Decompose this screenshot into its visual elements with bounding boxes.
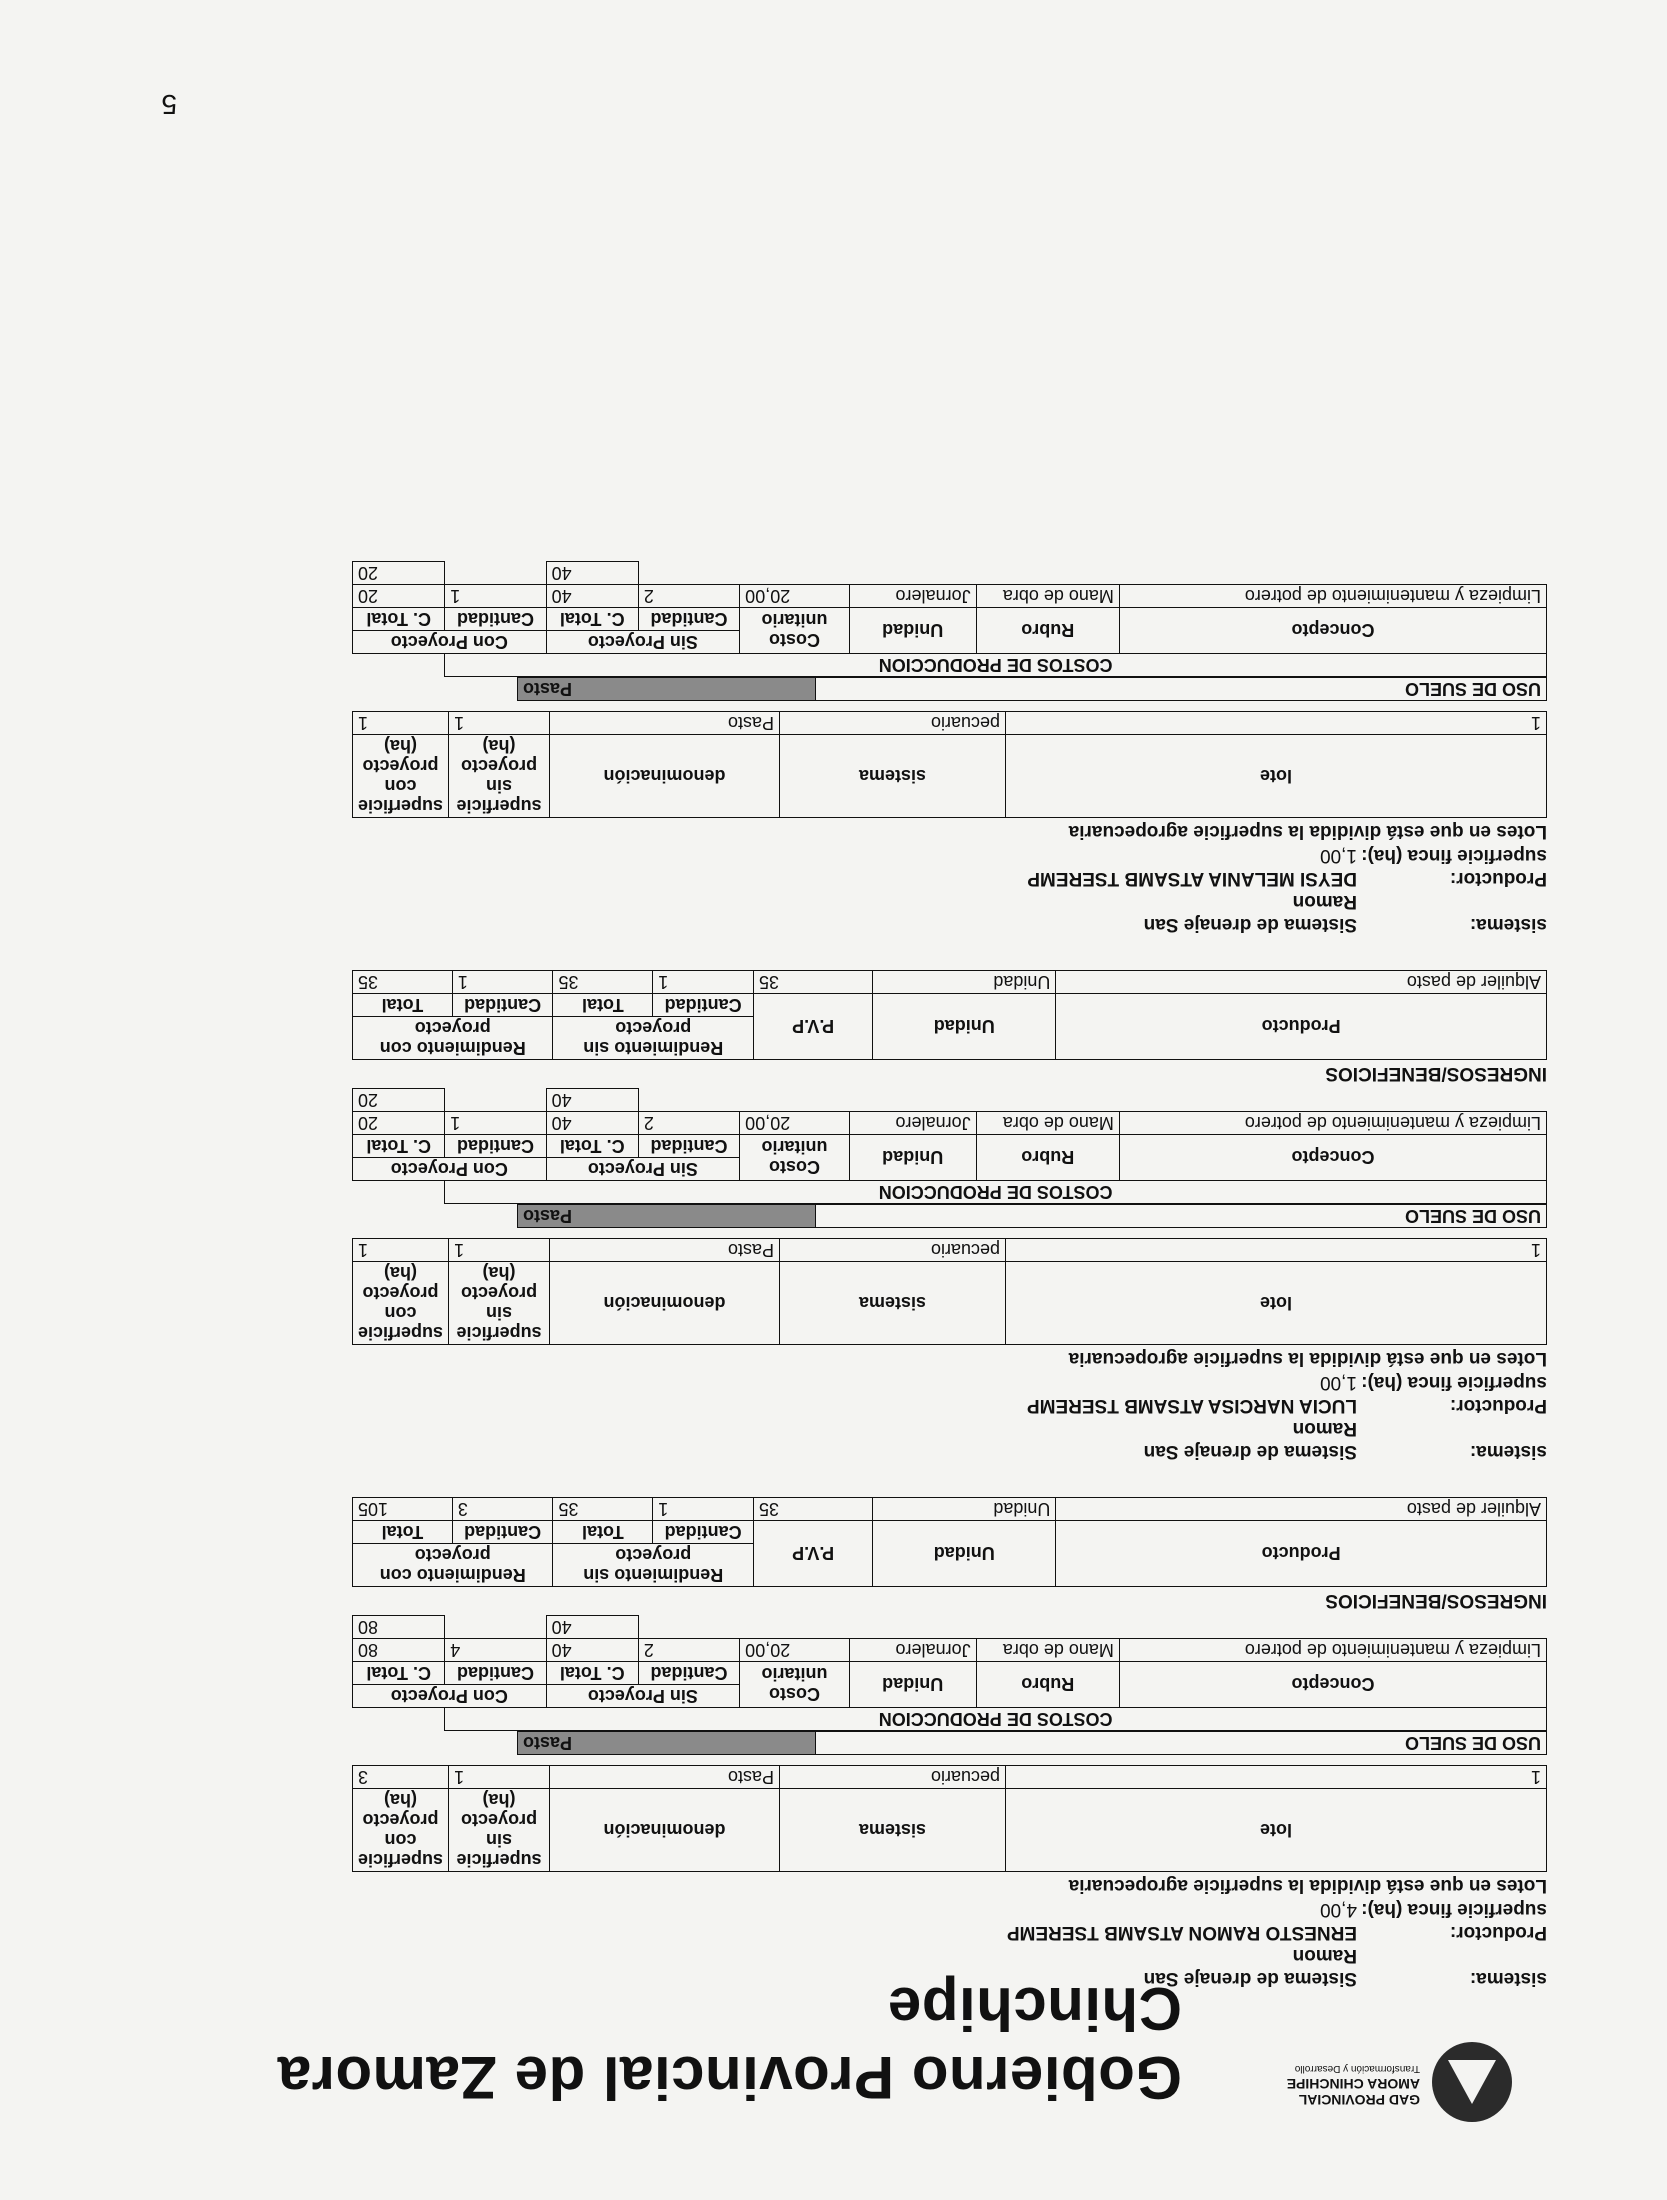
th-total-con: C. Total — [353, 608, 445, 631]
superficie-label: superficie finca (ha): — [1361, 845, 1547, 866]
th-rubro: Rubro — [976, 1135, 1119, 1181]
lotes-table — [352, 711, 1547, 818]
cell-unidad: Jornalero — [849, 1639, 976, 1662]
lotes-title: Lotes en que está dividida la superficie agropecuaria — [1068, 821, 1547, 842]
th-unidad: Unidad — [849, 608, 976, 654]
uso-suelo-value: Pasto — [518, 1205, 816, 1228]
cell-concepto: Limpieza y mantenimiento de potrero — [1119, 585, 1546, 608]
cell-lote: 1 — [1006, 1239, 1547, 1262]
th-rend-con: Rendimiento con proyecto — [353, 1544, 553, 1587]
th-lote: lote — [1006, 735, 1547, 818]
cell-sistema: pecuario — [780, 1239, 1006, 1262]
cell-sistema: pecuario — [780, 1766, 1006, 1789]
th-ing-total-sin: Total — [553, 994, 653, 1017]
th-unidad: Unidad — [849, 1662, 976, 1708]
cell-con-total: 80 — [353, 1639, 445, 1662]
cell-ing-con-cant: 3 — [452, 1498, 553, 1521]
productor-name: ERNESTO RAMON ATSAMB TSEREMP — [1006, 1922, 1357, 1943]
cell-rubro: Mano de obra — [976, 585, 1119, 608]
th-denominacion: denominación — [550, 1262, 780, 1345]
th-producto: Producto — [1056, 1521, 1547, 1587]
cell-sin-total: 40 — [546, 1112, 638, 1135]
th-total-con: C. Total — [353, 1662, 445, 1685]
cell-sistema: pecuario — [780, 712, 1006, 735]
cell-pvp: 35 — [753, 971, 872, 994]
cell-ing-unidad: Unidad — [873, 1498, 1056, 1521]
logo-line-1: GAD PROVINCIAL — [1298, 2092, 1420, 2108]
ingresos-table — [352, 1497, 1547, 1587]
uso-suelo-table — [517, 1731, 1547, 1755]
th-sin-proyecto: Sin Proyecto — [546, 631, 740, 654]
cell-con-cant: 4 — [445, 1639, 546, 1662]
cell-sup-con: 3 — [353, 1766, 449, 1789]
cell-lote: 1 — [1006, 1766, 1547, 1789]
cell-ing-sin-total: 35 — [553, 971, 653, 994]
sistema-label: sistema: — [1469, 914, 1547, 935]
cell-sin-total: 40 — [546, 1639, 638, 1662]
cell-costo-unitario: 20,00 — [740, 585, 850, 608]
cell-ing-con-total: 105 — [353, 1498, 453, 1521]
cell-concepto: Limpieza y mantenimiento de potrero — [1119, 1112, 1546, 1135]
th-ing-unidad: Unidad — [873, 994, 1056, 1060]
uso-suelo-table — [517, 677, 1547, 701]
cell-ing-unidad: Unidad — [873, 971, 1056, 994]
th-sup-con: superficie con proyecto (ha) — [353, 1789, 449, 1872]
th-lote: lote — [1006, 1262, 1547, 1345]
uso-suelo-table — [517, 1204, 1547, 1228]
th-con-proyecto: Con Proyecto — [353, 1158, 547, 1181]
lotes-table — [352, 1238, 1547, 1345]
uso-suelo-value: Pasto — [518, 1732, 816, 1755]
cell-con-total: 20 — [353, 1112, 445, 1135]
th-total-con: C. Total — [353, 1135, 445, 1158]
th-sin-proyecto: Sin Proyecto — [546, 1158, 740, 1181]
productor-name: DEYSI MELANIA ATSAMB TSEREMP — [1027, 868, 1357, 889]
cell-sum-con: 20 — [353, 1089, 445, 1112]
ingresos-table — [352, 970, 1547, 1060]
producer-block-3 — [107, 561, 1547, 936]
sistema-value: Sistema de drenaje San — [1143, 914, 1357, 935]
th-concepto: Concepto — [1119, 1135, 1546, 1181]
cell-sum-con: 80 — [353, 1616, 445, 1639]
cell-con-total: 20 — [353, 585, 445, 608]
cell-sum-con: 20 — [353, 562, 445, 585]
th-con-proyecto: Con Proyecto — [353, 1685, 547, 1708]
th-unidad: Unidad — [849, 1135, 976, 1181]
cell-sin-total: 40 — [546, 585, 638, 608]
th-total-sin: C. Total — [546, 1135, 638, 1158]
th-ing-cant-sin: Cantidad — [653, 994, 754, 1017]
sistema-label: sistema: — [1469, 1441, 1547, 1462]
logo-line-2: AMORA CHINCHIPE — [1286, 2076, 1420, 2092]
th-concepto: Concepto — [1119, 608, 1546, 654]
cell-sum-sin: 40 — [546, 1089, 638, 1112]
superficie-value: 1,00 — [1320, 845, 1357, 866]
cell-unidad: Jornalero — [849, 1112, 976, 1135]
cell-sup-sin: 1 — [449, 712, 550, 735]
th-ing-total-sin: Total — [553, 1521, 653, 1544]
th-producto: Producto — [1056, 994, 1547, 1060]
th-cantidad-con: Cantidad — [445, 608, 546, 631]
th-ing-unidad: Unidad — [873, 1521, 1056, 1587]
th-rubro: Rubro — [976, 608, 1119, 654]
th-cantidad-sin: Cantidad — [638, 1662, 739, 1685]
th-sin-proyecto: Sin Proyecto — [546, 1685, 740, 1708]
cell-costo-unitario: 20,00 — [740, 1112, 850, 1135]
uso-suelo-label: USO DE SUELO — [816, 678, 1547, 701]
th-denominacion: denominación — [550, 735, 780, 818]
cell-sup-sin: 1 — [449, 1239, 550, 1262]
th-costo-unitario: Costo unitario — [740, 608, 850, 654]
cell-lote: 1 — [1006, 712, 1547, 735]
costos-title: COSTOS DE PRODUCCION — [445, 1708, 1547, 1731]
cell-denominacion: Pasto — [550, 712, 780, 735]
cell-sin-cant: 2 — [638, 1639, 739, 1662]
th-ing-total-con: Total — [353, 994, 453, 1017]
cell-sum-sin: 40 — [546, 1616, 638, 1639]
productor-label: Productor: — [1449, 1922, 1547, 1943]
cell-costo-unitario: 20,00 — [740, 1639, 850, 1662]
superficie-label: superficie finca (ha): — [1361, 1372, 1547, 1393]
th-cantidad-sin: Cantidad — [638, 1135, 739, 1158]
superficie-value: 1,00 — [1320, 1372, 1357, 1393]
th-concepto: Concepto — [1119, 1662, 1546, 1708]
costos-table — [352, 1615, 1547, 1731]
page-number: 5 — [161, 89, 177, 120]
th-sistema: sistema — [780, 1789, 1006, 1872]
cell-sin-cant: 2 — [638, 585, 739, 608]
th-costo-unitario: Costo unitario — [740, 1662, 850, 1708]
th-rubro: Rubro — [976, 1662, 1119, 1708]
cell-ing-con-total: 35 — [353, 971, 453, 994]
cell-sin-cant: 2 — [638, 1112, 739, 1135]
costos-title: COSTOS DE PRODUCCION — [445, 654, 1547, 677]
th-ing-total-con: Total — [353, 1521, 453, 1544]
cell-sup-con: 1 — [353, 712, 449, 735]
document-content — [107, 527, 1547, 1990]
th-lote: lote — [1006, 1789, 1547, 1872]
logo-line-3: Transformación y Desarrollo — [1294, 2063, 1420, 2074]
cell-rubro: Mano de obra — [976, 1639, 1119, 1662]
ingresos-title: INGRESOS/BENEFICIOS — [1325, 1063, 1547, 1084]
th-sistema: sistema — [780, 735, 1006, 818]
uso-suelo-label: USO DE SUELO — [816, 1732, 1547, 1755]
th-sup-con: superficie con proyecto (ha) — [353, 1262, 449, 1345]
cell-ing-sin-cant: 1 — [653, 1498, 754, 1521]
th-denominacion: denominación — [550, 1789, 780, 1872]
cell-rubro: Mano de obra — [976, 1112, 1119, 1135]
producer-block-1 — [107, 1497, 1547, 1990]
lotes-title: Lotes en que está dividida la superficie agropecuaria — [1068, 1875, 1547, 1896]
costos-title: COSTOS DE PRODUCCION — [445, 1181, 1547, 1204]
logo-mark-icon — [1432, 2042, 1512, 2122]
cell-denominacion: Pasto — [550, 1766, 780, 1789]
costos-table — [352, 1088, 1547, 1204]
th-sup-sin: superficie sin proyecto (ha) — [449, 1789, 550, 1872]
cell-sum-sin: 40 — [546, 562, 638, 585]
superficie-value: 4,00 — [1320, 1899, 1357, 1920]
th-sup-sin: superficie sin proyecto (ha) — [449, 735, 550, 818]
cell-pvp: 35 — [753, 1498, 872, 1521]
th-ing-cant-con: Cantidad — [452, 1521, 553, 1544]
th-cantidad-con: Cantidad — [445, 1662, 546, 1685]
cell-producto: Alquiler de pasto — [1056, 971, 1547, 994]
th-pvp: P.V.P — [753, 1521, 872, 1587]
productor-label: Productor: — [1449, 868, 1547, 889]
sistema-label: sistema: — [1469, 1968, 1547, 1989]
th-rend-con: Rendimiento con proyecto — [353, 1017, 553, 1060]
th-ing-cant-sin: Cantidad — [653, 1521, 754, 1544]
lotes-table — [352, 1765, 1547, 1872]
th-cantidad-con: Cantidad — [445, 1135, 546, 1158]
th-rend-sin: Rendimiento sin proyecto — [553, 1017, 753, 1060]
page-title: Gobierno Provincial de Zamora Chinchipe — [277, 1975, 1182, 2111]
sistema-value-cont: Ramon — [1292, 1418, 1357, 1439]
cell-producto: Alquiler de pasto — [1056, 1498, 1547, 1521]
th-sup-con: superficie con proyecto (ha) — [353, 735, 449, 818]
cell-ing-sin-total: 35 — [553, 1498, 653, 1521]
sistema-value: Sistema de drenaje San — [1143, 1968, 1357, 1989]
cell-denominacion: Pasto — [550, 1239, 780, 1262]
sistema-value: Sistema de drenaje San — [1143, 1441, 1357, 1462]
sistema-value-cont: Ramon — [1292, 1945, 1357, 1966]
cell-ing-sin-cant: 1 — [653, 971, 754, 994]
th-con-proyecto: Con Proyecto — [353, 631, 547, 654]
cell-con-cant: 1 — [445, 585, 546, 608]
th-sup-sin: superficie sin proyecto (ha) — [449, 1262, 550, 1345]
th-total-sin: C. Total — [546, 608, 638, 631]
uso-suelo-label: USO DE SUELO — [816, 1205, 1547, 1228]
th-total-sin: C. Total — [546, 1662, 638, 1685]
th-pvp: P.V.P — [753, 994, 872, 1060]
productor-label: Productor: — [1449, 1395, 1547, 1416]
th-cantidad-sin: Cantidad — [638, 608, 739, 631]
cell-unidad: Jornalero — [849, 585, 976, 608]
cell-sup-sin: 1 — [449, 1766, 550, 1789]
producer-block-2 — [107, 970, 1547, 1463]
productor-name: LUCIA NARCISA ATSAMB TSEREMP — [1026, 1395, 1357, 1416]
lotes-title: Lotes en que está dividida la superficie agropecuaria — [1068, 1348, 1547, 1369]
th-ing-cant-con: Cantidad — [452, 994, 553, 1017]
cell-concepto: Limpieza y mantenimiento de potrero — [1119, 1639, 1546, 1662]
sistema-value-cont: Ramon — [1292, 891, 1357, 912]
cell-con-cant: 1 — [445, 1112, 546, 1135]
cell-sup-con: 1 — [353, 1239, 449, 1262]
superficie-label: superficie finca (ha): — [1361, 1899, 1547, 1920]
ingresos-title: INGRESOS/BENEFICIOS — [1325, 1590, 1547, 1611]
costos-table — [352, 561, 1547, 677]
th-rend-sin: Rendimiento sin proyecto — [553, 1544, 753, 1587]
th-sistema: sistema — [780, 1262, 1006, 1345]
uso-suelo-value: Pasto — [518, 678, 816, 701]
cell-ing-con-cant: 1 — [452, 971, 553, 994]
gad-logo — [1212, 2032, 1512, 2122]
th-costo-unitario: Costo unitario — [740, 1135, 850, 1181]
